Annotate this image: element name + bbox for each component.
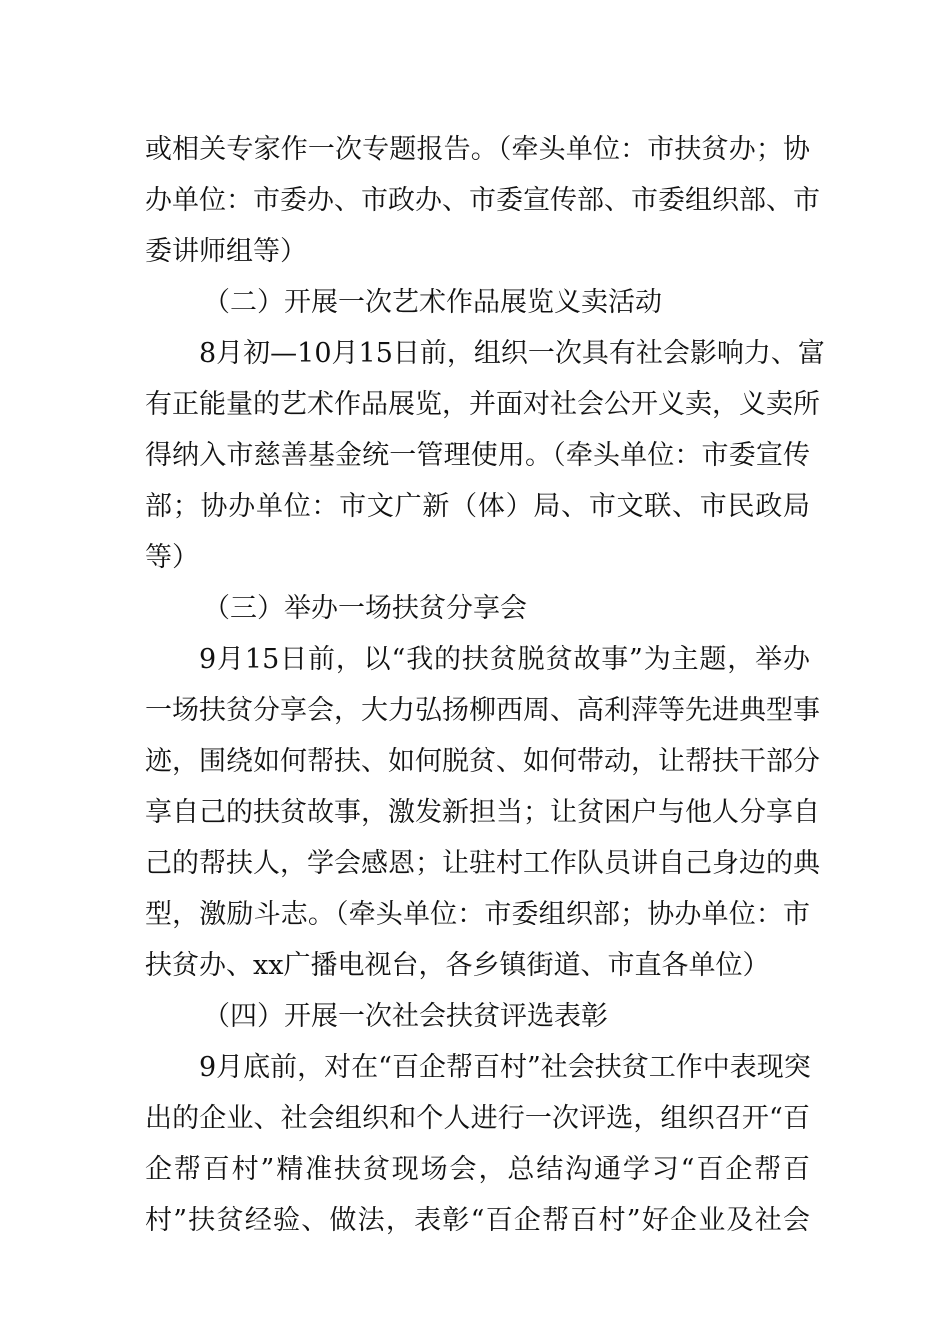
paragraph-line: 企帮百村”精准扶贫现场会，总结沟通学习“百企帮百 [145, 1154, 810, 1185]
paragraph-line: 部；协办单位：市文广新（体）局、市文联、市民政局 [145, 491, 810, 522]
document-body [145, 124, 825, 1246]
section-heading-2: （二）开展一次艺术作品展览义卖活动 [203, 287, 662, 318]
paragraph-line: 得纳入市慈善基金统一管理使用。（牵头单位：市委宣传 [145, 440, 810, 471]
paragraph-line: 9月15日前，以“我的扶贫脱贫故事”为主题，举办 [199, 644, 810, 675]
paragraph-line: 8月初—10月15日前，组织一次具有社会影响力、富 [199, 338, 825, 369]
section-heading-4: （四）开展一次社会扶贫评选表彰 [203, 1001, 608, 1032]
paragraph-line: 一场扶贫分享会，大力弘扬柳西周、高利萍等先进典型事 [145, 695, 820, 726]
paragraph-line: 村”扶贫经验、做法，表彰“百企帮百村”好企业及社会 [145, 1205, 810, 1236]
paragraph-line: 委讲师组等） [145, 236, 307, 267]
paragraph-line: 享自己的扶贫故事，激发新担当；让贫困户与他人分享自 [145, 797, 820, 828]
paragraph-line: 有正能量的艺术作品展览，并面对社会公开义卖，义卖所 [145, 389, 820, 420]
paragraph-line: 迹，围绕如何帮扶、如何脱贫、如何带动，让帮扶干部分 [145, 746, 820, 777]
paragraph-line: 己的帮扶人，学会感恩；让驻村工作队员讲自己身边的典 [145, 848, 820, 879]
paragraph-line: 出的企业、社会组织和个人进行一次评选，组织召开“百 [145, 1103, 810, 1134]
paragraph-line: 等） [145, 542, 199, 573]
paragraph-line: 型，激励斗志。（牵头单位：市委组织部；协办单位：市 [145, 899, 810, 930]
paragraph-line: 办单位：市委办、市政办、市委宣传部、市委组织部、市 [145, 185, 820, 216]
paragraph-line: 9月底前，对在“百企帮百村”社会扶贫工作中表现突 [199, 1052, 811, 1083]
paragraph-line: 或相关专家作一次专题报告。（牵头单位：市扶贫办；协 [145, 134, 810, 165]
section-heading-3: （三）举办一场扶贫分享会 [203, 593, 527, 624]
paragraph-line: 扶贫办、xx广播电视台，各乡镇街道、市直各单位） [145, 950, 770, 981]
